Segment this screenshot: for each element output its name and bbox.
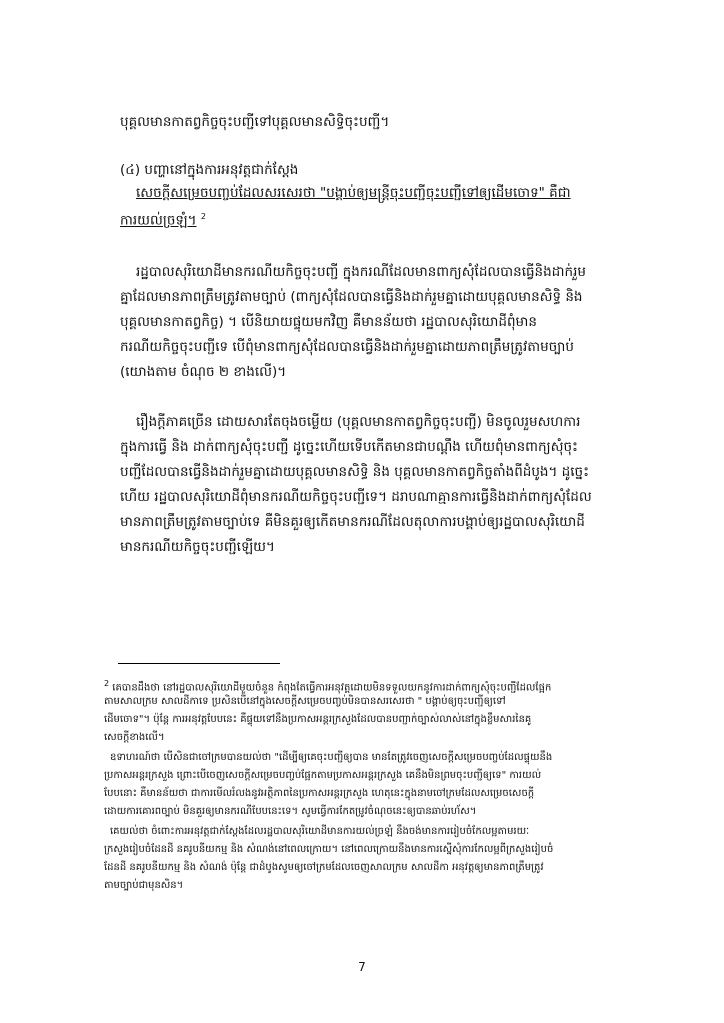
- para1-line-5: (យោងតាម ចំណុច ២ ខាងលើ)។: [120, 364, 287, 380]
- footnote-line-7: បែបនោះ គឺមានន័យថា ជាការមើលរំលងនូវអត្ថិភាពនៃប្រកាសអន្តរក្រសួង ហេតុនេះក្នុងនាមចៅក្រមដែលសម្រេចសេចក្តី: [104, 788, 535, 799]
- footnote-line-3: ដើមចោទ"។ ប៉ុន្តែ ការអនុវត្តបែបនេះ គឺផ្ទុយទៅនឹងប្រកាសអន្តរក្រសួងដែលបានបញ្ជាក់ច្បាស់លាស់នៅក្នុងខ្លឹមសារនៃគូ: [104, 714, 532, 725]
- page-number: 7: [358, 960, 366, 974]
- para2-line-1: រឿងក្តីភាគច្រើន ដោយសារតែចុងចម្លើយ (បុគ្គលមានកាតព្វកិច្ចចុះបញ្ជី) មិនចូលរួមសហការ: [136, 414, 581, 430]
- footnote-line-12: តាមច្បាប់ជាមុនសិន។: [104, 880, 184, 891]
- footnote-separator: [118, 663, 280, 664]
- footnote-line-6: ប្រកាសអន្តរក្រសួង ព្រោះបើចេញសេចក្តីសម្រេចបញ្ចប់ផ្អែកតាមប្រកាសអន្តរក្រសួង គេនឹងមិនព្រមចុះបញ្ជីឲ្យទេ" ការយល់: [104, 770, 542, 781]
- para1-line-2: គ្នាដែលមានភាពត្រឹមត្រូវតាមច្បាប់ (ពាក្យសុំដែលបានធ្វើនិងដាក់រួមគ្នាដោយបុគ្គលមានសិទ្ធិ និង: [120, 289, 583, 305]
- footnote-line-9: គេយល់ថា ចំពោះការអនុវត្តជាក់ស្តែងដែលរដ្ឋបាលសុរិយោដីមានការយល់ច្រឡំ នឹងចង់មានការរៀបចំកែលម្អតាមរយៈ: [110, 826, 530, 837]
- footnote-marker: 2: [104, 679, 110, 688]
- body-line-4: [120, 207, 610, 231]
- body-line-1: បុគ្គលមានកាតព្វកិច្ចចុះបញ្ជីទៅបុគ្គលមានសិទ្ធិចុះបញ្ជី។: [120, 114, 390, 130]
- para1-line-3: បុគ្គលមានកាតព្វកិច្ច) ។ បើនិយាយផ្ទុយមកវិញ គឺមានន័យថា រដ្ឋបាលសុរិយោដីពុំមាន: [120, 314, 537, 330]
- footnote-text-1: គេបានដឹងថា នៅរដ្ឋបាលសុរិយោដីមួយចំនួន កំពុងតែធ្វើការអនុវត្តដោយមិនទទួលយកនូវការដាក់ពាក្យសុំចុះបញ្ជីដែលផ្អែក: [112, 682, 552, 694]
- footnote-line-4: សេចក្តីខាងលើ។: [104, 732, 165, 743]
- para1-line-1: រដ្ឋបាលសុរិយោដីមានករណីយកិច្ចចុះបញ្ជី ក្នុងករណីដែលមានពាក្យសុំដែលបានធ្វើនិងដាក់រួម: [136, 264, 586, 280]
- para2-line-2: ក្នុងការធ្វើ និង ដាក់ពាក្យសុំចុះបញ្ជី ដូច្នេះហើយទើបកើតមានជាបណ្តឹង ហើយពុំមានពាក្យសុំចុះ: [120, 439, 578, 455]
- para2-line-6: មានករណីយកិច្ចចុះបញ្ជីឡើយ។: [120, 539, 275, 555]
- footnote-line-11: ដែនដី នគរូបនីយកម្ម និង សំណង់ ប៉ុន្តែ ជាដំបូងសូមឲ្យចៅក្រមដែលចេញសាលក្រម សាលដីកា អនុវត្តឲ្យមានភាពត្រឹមត្រូវ: [104, 862, 544, 873]
- para2-line-5: មានភាពត្រឹមត្រូវតាមច្បាប់ទេ គឺមិនគួរឲ្យកើតមានករណីដែលតុលាការបង្គាប់ឲ្យរដ្ឋបាលសុរិយោដី: [120, 514, 585, 530]
- footnote-reference[interactable]: 2: [200, 212, 206, 221]
- para1-line-4: ករណីយកិច្ចចុះបញ្ជីទេ បើពុំមានពាក្យសុំដែលបានធ្វើនិងដាក់រួមគ្នាដោយភាពត្រឹមត្រូវតាមច្បាប់: [120, 339, 574, 355]
- section-heading: (៤) បញ្ហានៅក្នុងការអនុវត្តជាក់ស្តែង: [120, 162, 299, 178]
- footnote-line-5: ឧទាហរណ៍ថា បើសិនជាចៅក្រមបានយល់ថា "ដើម្បីឲ្យគេចុះបញ្ជីឲ្យបាន មានតែត្រូវចេញសេចក្តីសម្រេចបញ្ចប់ដែលផ្ទុយនឹង: [110, 752, 553, 763]
- para2-line-3: បញ្ជីដែលបានធ្វើនិងដាក់រួមគ្នាដោយបុគ្គលមានសិទ្ធិ និង បុគ្គលមានកាតព្វកិច្ចតាំងពីដំបូង។ ដូច្នេះ: [120, 464, 590, 480]
- footnote-line-8: ដោយការគោរពច្បាប់ មិនគួរឲ្យមានករណីបែបនេះទេ។ សូមធ្វើការកែតម្រូវចំណុចនេះឲ្យបានឆាប់រហ័ស។: [104, 806, 477, 817]
- footnote-line-10: ក្រសួងរៀបចំដែនដី នគរូបនីយកម្ម និង សំណង់នៅពេលក្រោយ។ នៅពេលក្រោយនឹងមានការស្នើសុំការកែលម្អពីក្រសួងរៀបចំ: [104, 844, 554, 855]
- para2-line-4: ហើយ រដ្ឋបាលសុរិយោដីពុំមានករណីយកិច្ចចុះបញ្ជីទេ។ ដរាបណាគ្មានការធ្វើនិងដាក់ពាក្យសុំដែល: [120, 489, 592, 505]
- body-line-3: សេចក្តីសម្រេចបញ្ចប់ដែលសរសេរថា "បង្គាប់ឲ្យមន្ត្រីចុះបញ្ជីចុះបញ្ជីទៅឲ្យដើមចោទ" គឺជា: [136, 185, 571, 201]
- body-line-4-text: ការយល់ច្រឡំ។: [120, 212, 197, 229]
- footnote-line-2: តាមសាលក្រម សាលដីកាទេ ប្រសិនបើនៅក្នុងសេចក្តីសម្រេចបញ្ចប់មិនបានសរសេរថា " បង្គាប់ឲ្យចុះបញ្ជីឲ្យទៅ: [104, 696, 506, 707]
